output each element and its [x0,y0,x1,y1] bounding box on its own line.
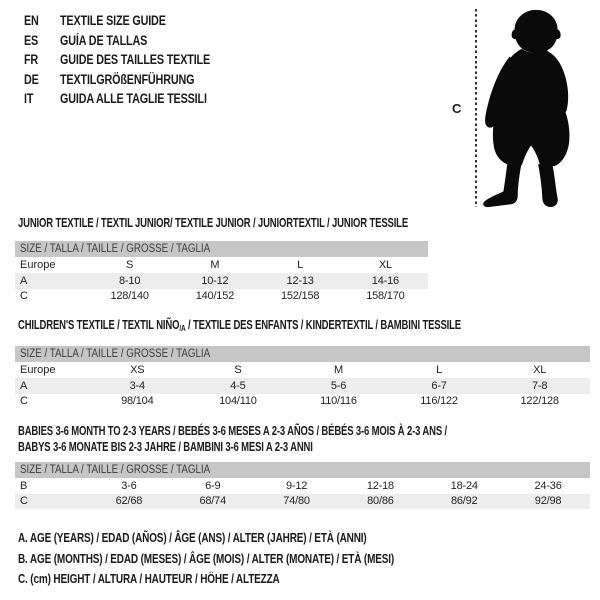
language-title: TEXTILE SIZE GUIDE [60,13,166,29]
language-code: EN [24,13,39,29]
size-cell: 6-7 [431,379,447,392]
size-cell: 4-5 [230,379,246,392]
column-header: M [210,259,220,271]
size-cell: 12-18 [366,479,394,492]
size-cell: 92/98 [534,495,562,508]
row-label: C [20,290,28,303]
table-row [15,378,590,394]
table-row [15,478,590,494]
size-cell: 10-12 [201,274,229,287]
table-header-row [15,257,428,273]
row-label: A [20,274,28,287]
column-header: Europe [20,259,56,271]
size-cell: 5-6 [330,379,347,392]
column-header: M [334,364,343,376]
table-row [15,494,590,510]
size-cell: 80/86 [367,495,394,508]
height-measure-dashed-line [475,9,477,207]
language-title: GUIDA ALLE TAGLIE TESSILI [60,91,207,107]
size-cell: 8-10 [119,274,141,287]
size-cell: 24-36 [534,479,562,492]
language-row-en [24,11,210,31]
section-title-babies [18,424,447,455]
column-header: L [297,259,304,271]
size-cell: 122/128 [520,395,559,408]
section-title-babies-line2: BABYS 3-6 MONATE BIS 2-3 JAHRE / BAMBINI 3-6 MESI A 2-3 ANNI [18,439,313,454]
size-cell: 152/158 [280,290,320,303]
section-title-junior: JUNIOR TEXTILE / TEXTIL JUNIOR/ TEXTILE JUNIOR / JUNIORTEXTIL / JUNIOR TESSILE [18,216,409,230]
language-row-it [24,89,210,109]
column-header: S [234,364,242,376]
babies-size-table [15,462,590,509]
size-cell: 18-24 [450,479,478,492]
size-cell: 140/152 [195,290,235,303]
column-header: XL [533,364,547,376]
size-cell: 68/74 [199,495,226,508]
junior-size-table [15,241,428,304]
size-cell: 14-16 [371,274,399,287]
language-code: IT [24,91,34,107]
column-header: Europe [20,364,56,376]
language-list [24,11,257,109]
size-cell: 6-9 [205,479,221,492]
row-label: C [20,395,28,408]
section-title-children-subscript: /A [179,323,186,333]
size-cell: 98/104 [121,395,154,408]
language-code: DE [24,71,39,87]
language-row-fr [24,50,210,70]
size-bar [15,462,590,478]
size-cell: 116/122 [420,395,458,408]
size-cell: 3-4 [129,379,145,392]
language-row-de [24,70,210,90]
footnotes [18,528,488,590]
size-cell: 12-13 [286,274,314,287]
size-cell: 7-8 [532,379,548,392]
section-title-babies-line1: BABIES 3-6 MONTH TO 2-3 YEARS / BEBÉS 3-6 MESES A 2-3 AÑOS / BÉBÉS 3-6 MOIS À 2-3 ANS / [18,424,447,438]
footnote-age-years: A. AGE (YEARS) / EDAD (AÑOS) / ÂGE (ANS) / ALTER (JAHRE) / ETÀ (ANNI) [18,531,367,545]
column-header: XS [130,364,145,376]
footnote-age-months: B. AGE (MONTHS) / EDAD (MESES) / ÂGE (MOIS) / ALTER (MONATE) / ETÀ (MESI) [18,551,395,566]
size-cell: 104/110 [219,395,257,408]
table-row [15,289,428,305]
height-measure-label: C [452,101,462,116]
language-row-es [24,31,210,51]
row-label: C [20,495,28,508]
size-cell: 128/140 [110,290,149,303]
language-code: FR [24,52,39,68]
size-bar-label: SIZE / TALLA / TAILLE / GRÖSSE / TAGLIA [20,243,211,255]
section-title-children [18,318,461,335]
section-title-children-text: CHILDREN'S TEXTILE / TEXTIL NIÑO [18,318,180,332]
language-title: GUIDE DES TAILLES TEXTILE [60,52,211,68]
table-header-row [15,362,590,378]
size-bar-label: SIZE / TALLA / TAILLE / GRÖSSE / TAGLIA [20,348,211,360]
footnote-height: C. (cm) HEIGHT / ALTURA / HAUTEUR / HÖHE / ALTEZZA [18,572,280,586]
children-size-table [15,346,590,409]
column-header: S [126,259,134,271]
size-bar [15,241,428,257]
size-cell: 110/116 [320,395,357,408]
row-label: A [20,379,28,392]
size-cell: 74/80 [283,495,310,508]
size-cell: 86/92 [450,495,478,508]
section-title-children-text: / TEXTILE DES ENFANTS / KINDERTEXTIL / BAMBINI TESSILE [185,318,461,332]
size-cell: 158/170 [366,290,405,303]
size-bar [15,346,590,362]
table-row [15,273,428,289]
column-header: XL [378,259,392,271]
language-title: TEXTILGRÖßENFÜHRUNG [60,71,195,87]
size-cell: 3-6 [121,479,137,492]
size-bar-label: SIZE / TALLA / TAILLE / GRÖSSE / TAGLIA [20,464,211,476]
baby-silhouette-icon [481,6,578,208]
language-code: ES [24,32,39,48]
column-header: L [436,364,443,376]
language-title: GUÍA DE TALLAS [60,32,148,48]
table-row [15,394,590,410]
row-label: B [20,479,28,492]
size-cell: 9-12 [285,479,308,492]
size-cell: 62/68 [115,495,143,508]
